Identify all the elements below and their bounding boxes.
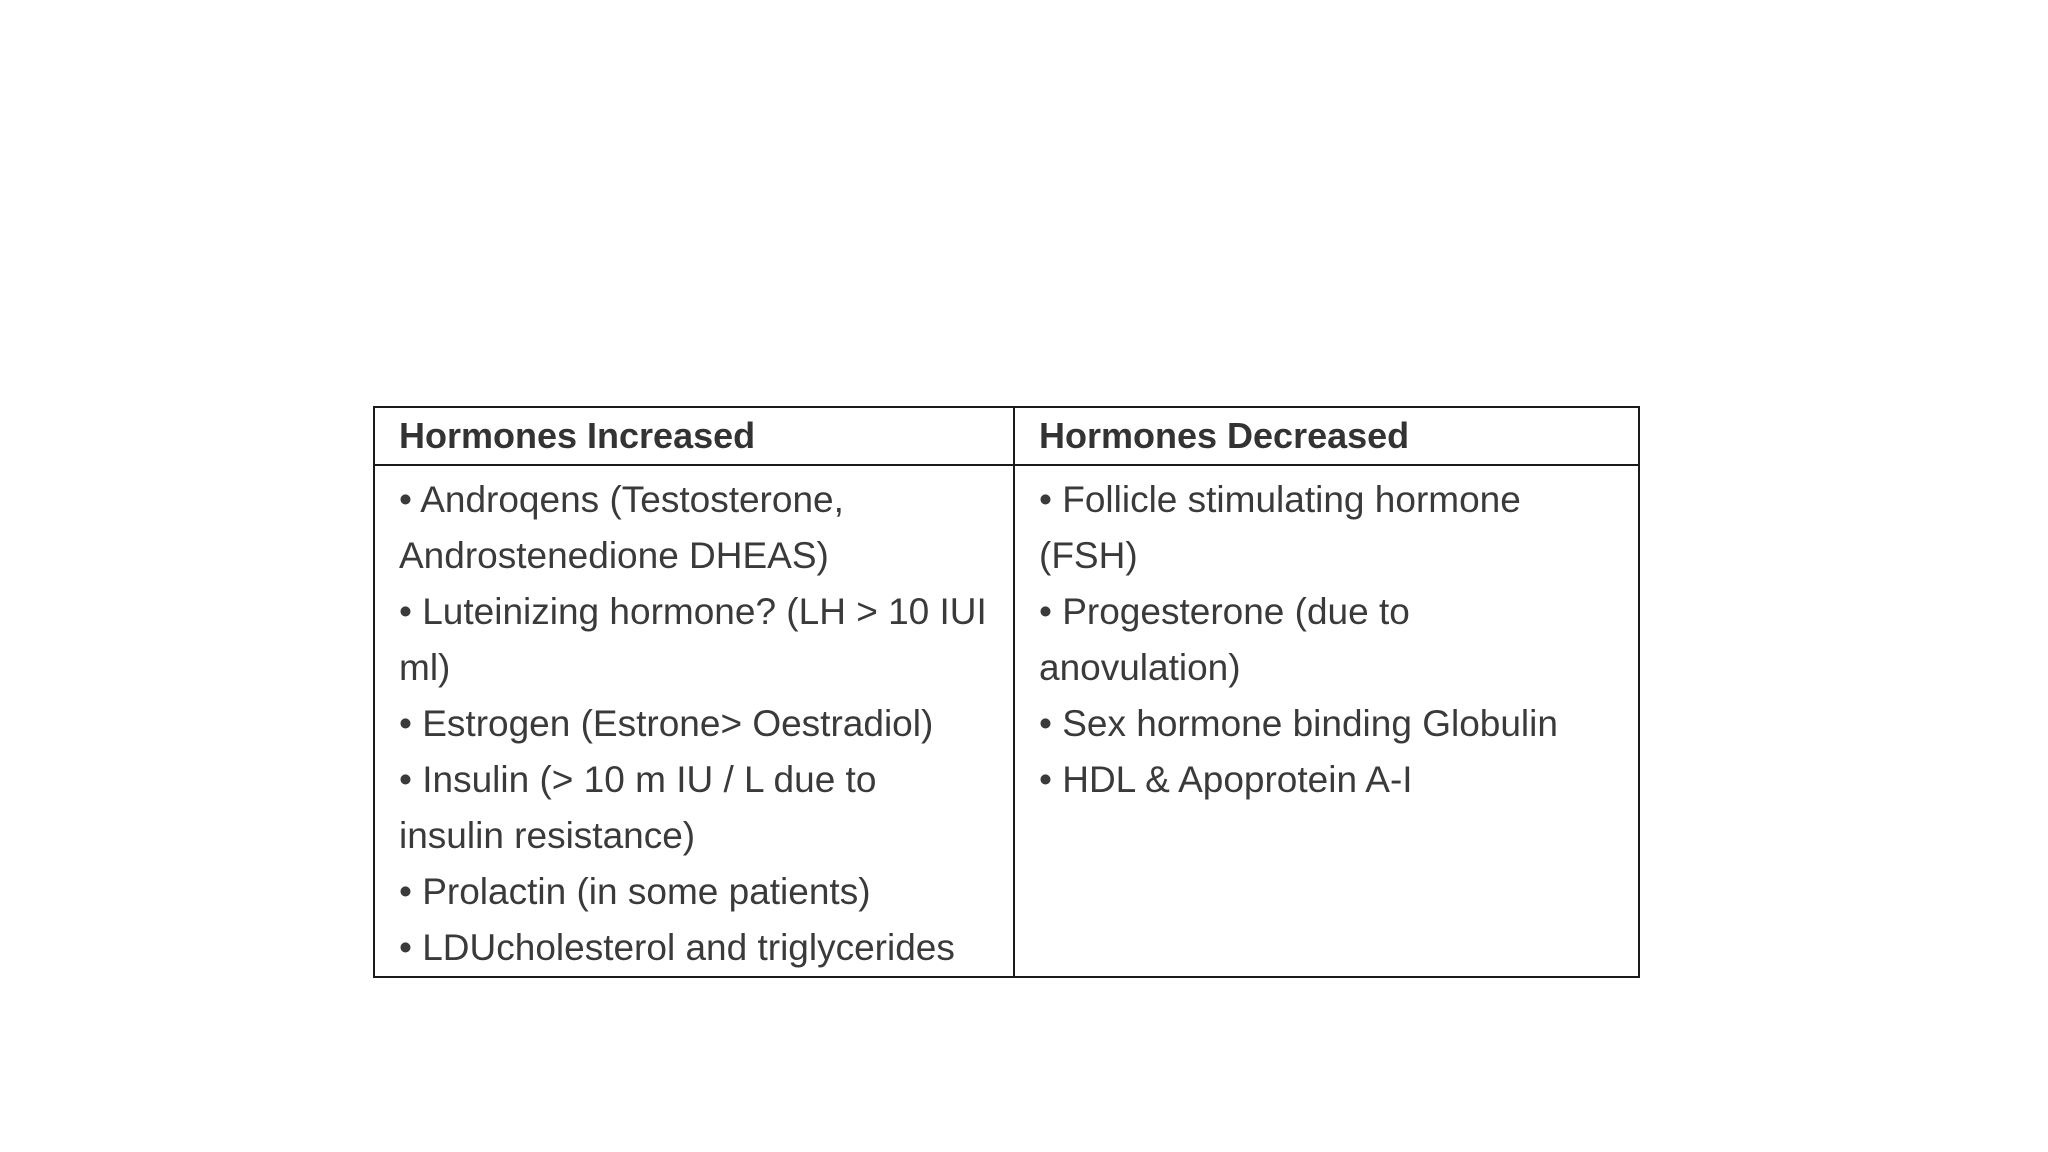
table-header-row xyxy=(374,407,1639,465)
list-item: • Luteinizing hormone? (LH > 10 IUI ml) xyxy=(399,591,987,688)
header-hormones-decreased: Hormones Decreased xyxy=(1014,407,1639,465)
decreased-cell xyxy=(1014,465,1639,977)
list-item: • Prolactin (in some patients) xyxy=(399,871,871,912)
list-item: • Sex hormone binding Globulin xyxy=(1039,703,1558,744)
list-item: • Insulin (> 10 m IU / L due to insulin resistance) xyxy=(399,759,877,856)
list-item: • HDL & Apoprotein A-I xyxy=(1039,759,1413,800)
list-item: • LDUcholesterol and triglycerides xyxy=(399,927,955,968)
list-item: • Androqens (Testosterone, Androstenedione DHEAS) xyxy=(399,479,844,576)
header-hormones-increased: Hormones Increased xyxy=(374,407,1014,465)
list-item: • Progesterone (due to anovulation) xyxy=(1039,591,1410,688)
hormone-table xyxy=(373,406,1640,978)
list-item: • Estrogen (Estrone> Oestradiol) xyxy=(399,703,934,744)
increased-cell xyxy=(374,465,1014,977)
list-item: • Follicle stimulating hormone (FSH) xyxy=(1039,479,1521,576)
table-row xyxy=(374,465,1639,977)
